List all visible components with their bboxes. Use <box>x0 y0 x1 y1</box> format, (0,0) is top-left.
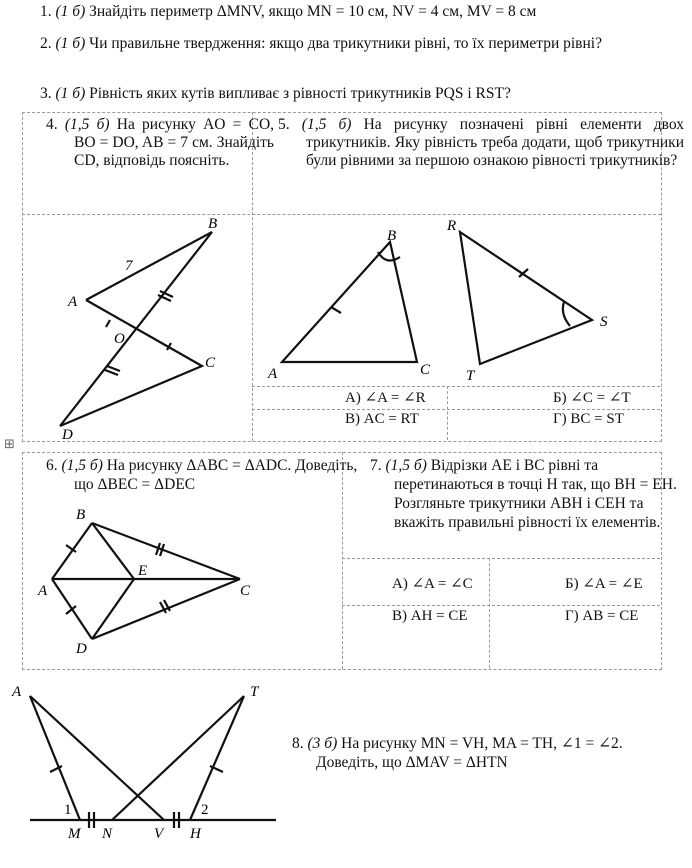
question-number: 1. <box>40 3 52 20</box>
question-4 <box>46 116 274 170</box>
q5-option-a[interactable]: А) ∠A = ∠R <box>345 390 426 406</box>
q7-option-a[interactable]: А) ∠A = ∠C <box>392 576 473 592</box>
question-points: (1,5 б) <box>64 116 110 133</box>
question-points: (1,5 б) <box>385 457 427 474</box>
label-o: O <box>114 331 125 347</box>
label-r: R <box>447 218 457 234</box>
q5-figure <box>252 214 660 386</box>
label-d: D <box>76 641 87 657</box>
question-number: 2. <box>40 35 52 52</box>
question-number: 7. <box>370 457 382 474</box>
question-number: 6. <box>46 457 58 474</box>
segment-am <box>30 696 80 820</box>
question-7 <box>370 456 680 532</box>
question-number: 8. <box>292 735 304 752</box>
q8-figure <box>0 680 290 868</box>
label-c: C <box>205 355 216 371</box>
q5-option-b[interactable]: Б) ∠C = ∠T <box>553 390 631 406</box>
table-divider <box>342 558 660 559</box>
question-text: На рисунку ΔABC = ΔADC. Доведіть, що ΔBEC = ΔDEC <box>74 457 358 493</box>
label-t: T <box>250 684 259 700</box>
label-d: D <box>62 427 73 440</box>
tick-ao <box>106 320 110 327</box>
table-divider <box>489 558 490 668</box>
question-points: (1 б) <box>55 3 86 20</box>
segment-ab <box>52 523 92 579</box>
question-points: (1 б) <box>55 35 86 52</box>
q7-option-c[interactable]: В) AH = CE <box>392 608 468 624</box>
question-points: (3 б) <box>307 735 338 752</box>
label-b: B <box>387 228 397 244</box>
segment-th <box>190 696 244 820</box>
label-angle-2: 2 <box>201 802 209 818</box>
label-a: A <box>268 366 278 382</box>
label-angle-1: 1 <box>64 802 72 818</box>
table-divider <box>342 605 660 606</box>
label-c: C <box>420 362 431 378</box>
label-e: E <box>138 563 148 579</box>
question-number: 4. <box>46 116 58 133</box>
q7-option-d[interactable]: Г) AB = CE <box>565 608 639 624</box>
label-a: A <box>12 684 22 700</box>
segment-tn <box>112 696 244 820</box>
triangle-rst <box>460 232 592 364</box>
tick-do <box>105 370 118 375</box>
question-3 <box>40 84 680 103</box>
question-1 <box>40 2 680 21</box>
question-8 <box>292 734 636 772</box>
label-c: C <box>240 583 251 599</box>
q6-figure <box>22 505 342 668</box>
question-text: На рисунку позначені рівні елементи двох трикутників. Яку рівність треба додати, щоб трикутники були рівними за першою ознакою рівності трикутників? <box>306 116 684 169</box>
question-text: Знайдіть периметр ΔMNV, якщо MN = 10 см, NV = 4 см, MV = 8 см <box>89 3 537 20</box>
label-t: T <box>466 368 475 384</box>
question-number: 3. <box>40 85 52 102</box>
question-text: На рисунку MN = VH, MA = TH, ∠1 = ∠2. Доведіть, що ΔMAV = ΔHTN <box>316 735 623 771</box>
q5-option-c[interactable]: В) AC = RT <box>345 411 419 427</box>
segment-ac-cd <box>60 300 202 426</box>
question-text: Рівність яких кутів випливає з рівності трикутників PQS і RST? <box>89 85 511 102</box>
label-s: S <box>600 314 608 330</box>
label-a: A <box>68 294 78 310</box>
label-b: B <box>208 216 218 232</box>
question-text: Відрізки AE і BC рівні та перетинаються в точці H так, що BH = EH. Розгляньте трикутники ABH і CEH та вкажіть правильні рівності їх елементів. <box>394 457 677 531</box>
question-text: Чи правильне твердження: якщо два трикутники рівні, то їх периметри рівні? <box>89 35 602 52</box>
q7-option-b[interactable]: Б) ∠A = ∠E <box>565 576 643 592</box>
label-b: B <box>76 507 86 523</box>
question-points: (1,5 б) <box>301 116 352 133</box>
table-divider <box>447 386 448 440</box>
label-7: 7 <box>125 258 133 274</box>
question-2 <box>40 34 692 53</box>
q5-option-d[interactable]: Г) BC = ST <box>553 411 624 427</box>
label-h: H <box>190 826 201 842</box>
tick-ab <box>331 307 341 313</box>
label-m: M <box>68 826 81 842</box>
label-a: A <box>38 583 48 599</box>
q4-figure <box>22 214 252 440</box>
question-text: На рисунку AO = CO, BO = DO, AB = 7 см. Знайдіть CD, відповідь поясніть. <box>74 116 275 169</box>
question-5 <box>278 116 684 170</box>
question-points: (1 б) <box>55 85 86 102</box>
tick-do <box>107 366 120 371</box>
question-points: (1,5 б) <box>61 457 103 474</box>
table-divider <box>252 409 660 410</box>
label-v: V <box>154 826 164 842</box>
segment-av <box>30 696 164 820</box>
question-number: 5. <box>278 116 290 133</box>
table-divider <box>252 386 660 387</box>
question-6 <box>46 456 364 494</box>
table-move-handle[interactable]: ⊞ <box>4 437 15 452</box>
label-n: N <box>102 826 113 842</box>
